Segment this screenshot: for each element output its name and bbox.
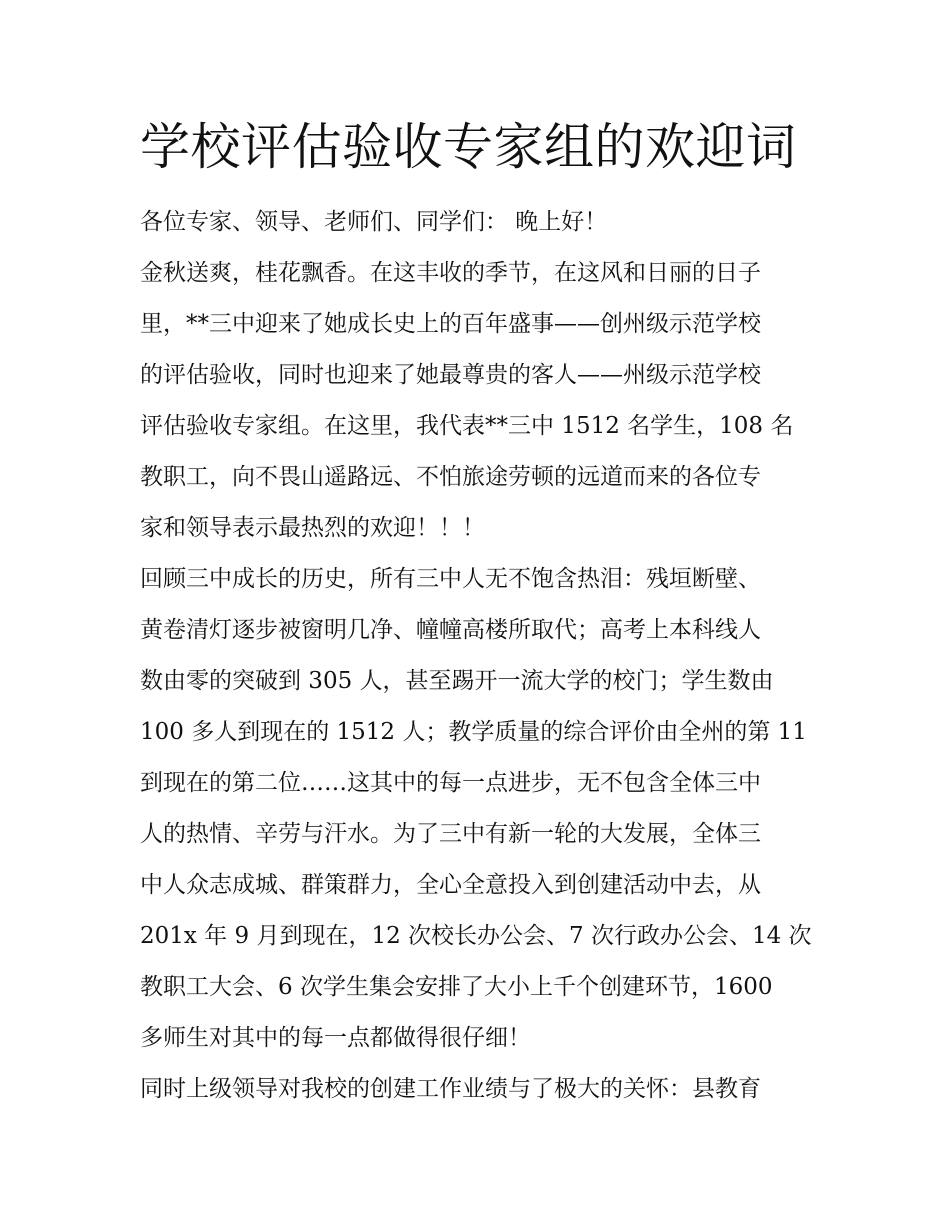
text-line: 家和领导表示最热烈的欢迎！！！ (140, 515, 485, 541)
text-line: 评估验收专家组。在这里，我代表**三中 1512 名学生，108 名 (140, 413, 794, 439)
document-body (140, 200, 820, 1118)
text-line: 数由零的突破到 305 人，甚至踢开一流大学的校门；学生数由 (140, 668, 774, 694)
text-line: 100 多人到现在的 1512 人；教学质量的综合评价由全州的第 11 (140, 719, 807, 745)
text-line: 教职工大会、6 次学生集会安排了大小上千个创建环节，1600 (140, 974, 773, 1000)
text-line: 同时上级领导对我校的创建工作业绩与了极大的关怀：县教育 (140, 1076, 761, 1102)
document-title: 学校评估验收专家组的欢迎词 (140, 118, 797, 176)
text-line: 金秋送爽，桂花飘香。在这丰收的季节，在这风和日丽的日子 (140, 260, 761, 286)
text-line: 各位专家、领导、老师们、同学们： 晚上好！ (140, 209, 608, 235)
text-line: 到现在的第二位……这其中的每一点进步，无不包含全体三中 (140, 770, 761, 796)
text-line: 黄卷清灯逐步被窗明几净、幢幢高楼所取代；高考上本科线人 (140, 617, 761, 643)
text-line: 人的热情、辛劳与汗水。为了三中有新一轮的大发展，全体三 (140, 821, 761, 847)
text-line: 201x 年 9 月到现在，12 次校长办公会、7 次行政办公会、14 次 (140, 923, 812, 949)
text-line: 的评估验收，同时也迎来了她最尊贵的客人——州级示范学校 (140, 362, 761, 388)
text-line: 里，**三中迎来了她成长史上的百年盛事——创州级示范学校 (140, 311, 761, 337)
text-line: 回顾三中成长的历史，所有三中人无不饱含热泪：残垣断壁、 (140, 566, 761, 592)
text-line: 中人众志成城、群策群力，全心全意投入到创建活动中去，从 (140, 872, 761, 898)
text-line: 多师生对其中的每一点都做得很仔细！ (140, 1025, 531, 1051)
text-line: 教职工，向不畏山遥路远、不怕旅途劳顿的远道而来的各位专 (140, 464, 761, 490)
